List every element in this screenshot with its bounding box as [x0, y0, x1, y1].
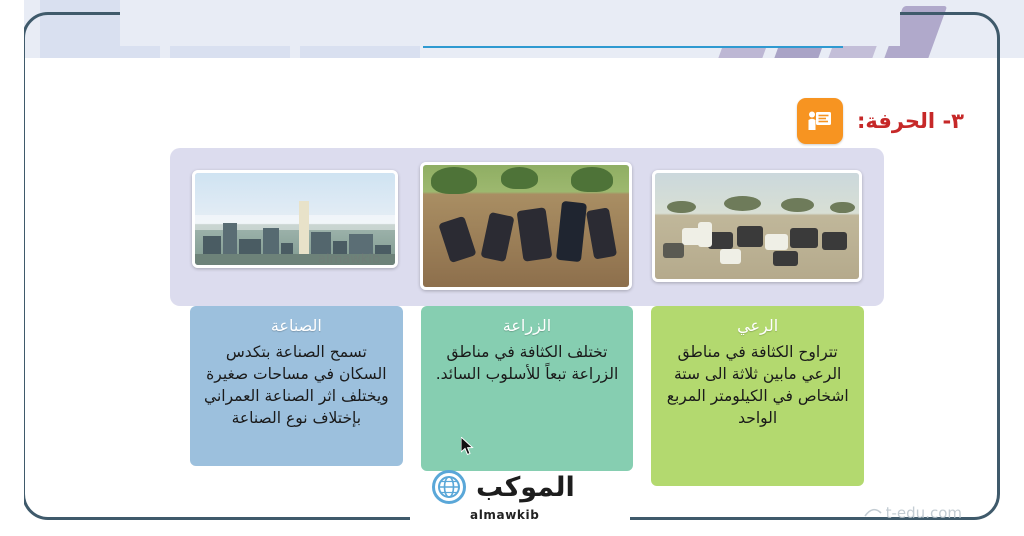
card-title-herding: الرعي: [737, 316, 779, 335]
frame-top-mask: [120, 0, 900, 46]
section-heading: [797, 98, 964, 144]
presentation-board-icon: [797, 98, 843, 144]
corner-watermark-text: t-edu.com: [885, 504, 962, 522]
left-margin-mask: [0, 0, 24, 536]
card-title-agriculture: الزراعة: [502, 316, 552, 335]
corner-watermark: [864, 504, 962, 522]
brand-logo: [432, 470, 575, 504]
agriculture-photo: [420, 162, 632, 290]
card-industry: [190, 306, 403, 466]
brand-logo-subtext: almawkib: [470, 508, 540, 522]
card-herding: [651, 306, 864, 486]
herding-photo: [652, 170, 862, 282]
card-body-agriculture: تختلف الكثافة في مناطق الزراعة تبعاً للأسلوب السائد.: [435, 343, 619, 383]
page-title: ٣- الحرفة:: [856, 109, 964, 133]
card-title-industry: الصناعة: [270, 316, 322, 335]
concept-cards: [190, 306, 864, 494]
faint-watermark: almawkib: [318, 252, 381, 267]
swoosh-icon: [864, 504, 882, 522]
photo-panel: [170, 148, 884, 306]
brand-logo-text: الموكب: [476, 471, 575, 503]
card-body-industry: تسمح الصناعة بتكدس السكان في مساحات صغيرة ويختلف اثر الصناعة العمراني بإختلاف نوع الصناعة: [204, 343, 389, 427]
card-body-herding: تتراوح الكثافة في مناطق الرعي مابين ثلاثة الى ستة اشخاص في الكيلومتر المربع الواحد: [666, 343, 849, 427]
globe-icon: [432, 470, 466, 504]
card-agriculture: [421, 306, 634, 471]
